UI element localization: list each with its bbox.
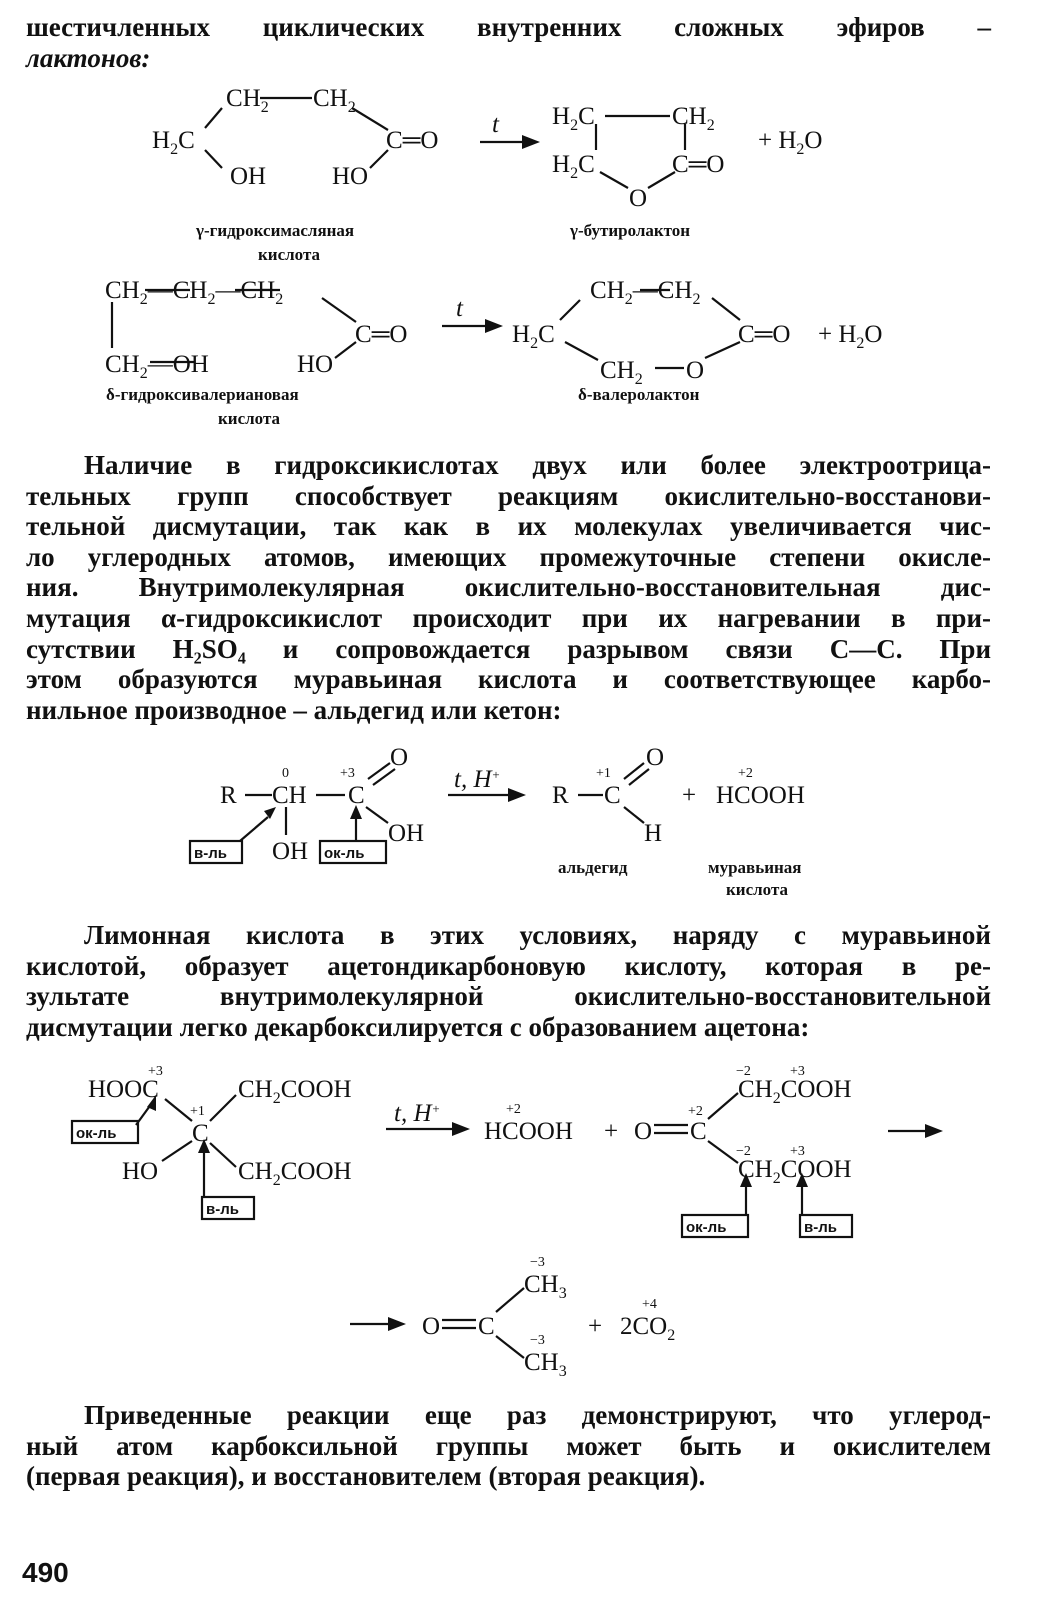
formula-hooc: HOOC (88, 1076, 159, 1103)
text-line: тельной дисмутации, так как в их молекулах увеличивается чис- (26, 511, 991, 542)
oxidant-label: ок-ль (686, 1219, 727, 1236)
formula-carbonyl: C═O (672, 151, 725, 178)
oxidation-state: +3 (340, 766, 355, 781)
oxidation-state: +3 (148, 1064, 163, 1079)
formula-h: H (644, 820, 663, 847)
compound-label: кислота (726, 880, 789, 899)
bond (624, 807, 644, 823)
acetone-scheme (0, 1250, 1042, 1380)
text-line: мутация α-гидроксикислот происходит при их нагревании в при- (26, 602, 991, 633)
bond (162, 1141, 192, 1161)
bond (210, 1143, 236, 1167)
bond (352, 108, 388, 130)
reductant-label: в-ль (194, 845, 227, 862)
compound-label: δ-валеролактон (578, 385, 700, 404)
text-line: дисмутации легко декарбоксилируется с образованием ацетона: (26, 1011, 810, 1042)
oxidation-state: −3 (530, 1255, 545, 1270)
intro-text (26, 12, 991, 73)
formula-h2c: $H_2C$ (552, 103, 595, 134)
bond (565, 342, 598, 360)
formula-hcooh: HCOOH (716, 782, 805, 809)
formula-c: C (690, 1118, 707, 1145)
text-line: ло углеродных атомов, имеющих промежуточные степени окисле- (26, 541, 991, 572)
lactone-scheme (0, 80, 1042, 440)
formula-ch2cooh: $CH_2COOH$ (738, 1156, 852, 1187)
bond (496, 1288, 524, 1312)
arrowhead (485, 319, 503, 333)
formula-ho: HO (332, 163, 369, 190)
arrowhead (388, 1317, 406, 1331)
oxidation-state: −3 (530, 1333, 545, 1348)
oxidation-state: −2 (736, 1144, 751, 1159)
text-line: сутствии H₂SO₄ и сопровождается разрывом связи С—С. При (26, 633, 991, 664)
intro-line-2: лактонов: (26, 42, 151, 73)
plus-sign: + (588, 1313, 603, 1340)
formula-ch2: $CH_2$ (226, 85, 269, 116)
bond (708, 1093, 738, 1119)
bond (335, 342, 356, 358)
formula-co2: $2CO_2$ (620, 1313, 676, 1344)
formula-ch2cooh: $CH_2COOH$ (238, 1158, 352, 1189)
formula-carbonyl: C═O (355, 321, 408, 348)
formula-r: R (220, 782, 237, 809)
oxidation-state: 0 (282, 766, 289, 781)
formula-ch2-ch2: $CH_2—CH_2$ (590, 277, 701, 308)
formula-hcooh: HCOOH (484, 1118, 573, 1145)
arrow-label: t (456, 295, 463, 322)
reductant-label: в-ль (804, 1219, 837, 1236)
text-line: кислотой, образует ацетондикарбоновую кислоту, которая в ре- (26, 950, 991, 981)
compound-label: альдегид (558, 858, 628, 877)
formula-oh: OH (230, 163, 267, 190)
arrow-label: t (492, 111, 499, 138)
formula-o: O (390, 744, 409, 771)
compound-label: γ-бутиролактон (570, 221, 691, 240)
formula-c: C (192, 1120, 209, 1147)
oxidant-label: ок-ль (76, 1125, 117, 1142)
oxidation-state: +2 (506, 1102, 521, 1117)
formula-o: O (634, 1118, 653, 1145)
paragraph-conclusion (26, 1400, 991, 1492)
arrowhead (925, 1124, 943, 1138)
text-line: ный атом карбоксильной группы может быть и окислителем (26, 1430, 991, 1461)
formula-r: R (552, 782, 569, 809)
text-line: Приведенные реакции еще раз демонстрируют, что углерод- (84, 1400, 991, 1430)
compound-label: δ-гидроксивалериановая (106, 385, 299, 404)
bond (560, 300, 580, 320)
bond (712, 298, 740, 320)
page-number: 490 (22, 1557, 69, 1588)
formula-carbonyl: C═O (386, 127, 439, 154)
formula-c: C (348, 782, 365, 809)
plus-sign: + (604, 1118, 619, 1145)
formula-chain: $CH_2—CH_2—CH_2$ (105, 277, 284, 308)
bond (648, 172, 675, 188)
paragraph-citric-acid (26, 920, 991, 1042)
formula-c: C (604, 782, 621, 809)
formula-h2c: $H_2C$ (152, 127, 195, 158)
indicator-arrow (240, 817, 268, 841)
citric-acid-scheme (0, 1055, 1042, 1245)
formula-ch: CH (272, 782, 307, 809)
oxidation-state: +3 (790, 1064, 805, 1079)
formula-o: O (646, 744, 665, 771)
bond (600, 172, 628, 188)
bond (496, 1336, 524, 1358)
formula-ch2cooh: $CH_2COOH$ (738, 1076, 852, 1107)
compound-label: кислота (218, 409, 281, 428)
formula-ch2cooh: $CH_2COOH$ (238, 1076, 352, 1107)
arrowhead (508, 788, 526, 802)
bond (373, 769, 395, 785)
formula-ring-oxygen: O (629, 185, 648, 212)
formula-o: O (422, 1313, 441, 1340)
text-line: зультате внутримолекулярной окислительно-восстановительной (26, 981, 991, 1012)
compound-label: γ-гидроксимасляная (196, 221, 355, 240)
text-line: (первая реакция), и восстановителем (вторая реакция). (26, 1461, 706, 1492)
oxidation-state: +2 (738, 766, 753, 781)
bond (322, 298, 356, 322)
plus-sign: + (682, 782, 697, 809)
dismutation-scheme (0, 735, 1042, 905)
oxidation-state: +1 (596, 766, 611, 781)
bond (205, 150, 222, 168)
formula-ch2oh: $CH_2—OH$ (105, 351, 209, 382)
oxidation-state: +4 (642, 1297, 657, 1312)
paragraph-dismutation (26, 450, 991, 725)
bond (205, 108, 222, 128)
bond (366, 807, 388, 823)
text-line: этом образуются муравьиная кислота и соответствующее карбо- (26, 664, 991, 695)
formula-oh: OH (388, 820, 425, 847)
formula-ring-oxygen: O (686, 357, 705, 384)
text-line: ния. Внутримолекулярная окислительно-восстановительная дис- (26, 572, 991, 603)
compound-label: муравьиная (708, 858, 802, 877)
formula-ch2: $CH_2$ (672, 103, 715, 134)
arrowhead (452, 1122, 470, 1136)
arrowhead (522, 135, 540, 149)
text-line: нильное производное – альдегид или кетон: (26, 694, 562, 725)
oxidant-label: ок-ль (324, 845, 365, 862)
text-line: тельных групп способствует реакциям окислительно-восстанови- (26, 480, 991, 511)
formula-ho: HO (297, 351, 334, 378)
intro-line-1: шестичленных циклических внутренних сложных эфиров – (26, 12, 991, 42)
formula-ho: HO (122, 1158, 159, 1185)
oxidation-state: −2 (736, 1064, 751, 1079)
compound-label: кислота (258, 245, 321, 264)
oxidation-state: +3 (790, 1144, 805, 1159)
formula-water: + $H_2O$ (758, 127, 823, 158)
formula-c: C (478, 1313, 495, 1340)
text-line: Лимонная кислота в этих условиях, наряду с муравьиной (84, 920, 991, 950)
bond (708, 1141, 738, 1163)
formula-ch3: $CH_3$ (524, 1349, 567, 1380)
bond (165, 1099, 192, 1121)
formula-h2c: $H_2C$ (552, 151, 595, 182)
formula-oh: OH (272, 838, 309, 865)
formula-ch2: $CH_2$ (600, 357, 643, 388)
arrow-label: t, H+ (394, 1100, 441, 1127)
formula-h2c: $H_2C$ (512, 321, 555, 352)
reductant-label: в-ль (206, 1201, 239, 1218)
formula-ch2: $CH_2$ (313, 85, 356, 116)
text-line: Наличие в гидроксикислотах двух или более электроотрица- (84, 450, 991, 480)
bond (705, 342, 740, 358)
formula-water: + $H_2O$ (818, 321, 883, 352)
oxidation-state: +2 (688, 1104, 703, 1119)
bond (210, 1095, 236, 1121)
formula-ch3: $CH_3$ (524, 1271, 567, 1302)
bond (368, 763, 390, 779)
arrow-label: t, H+ (454, 766, 501, 793)
formula-carbonyl: C═O (738, 321, 791, 348)
oxidation-state: +1 (190, 1104, 205, 1119)
